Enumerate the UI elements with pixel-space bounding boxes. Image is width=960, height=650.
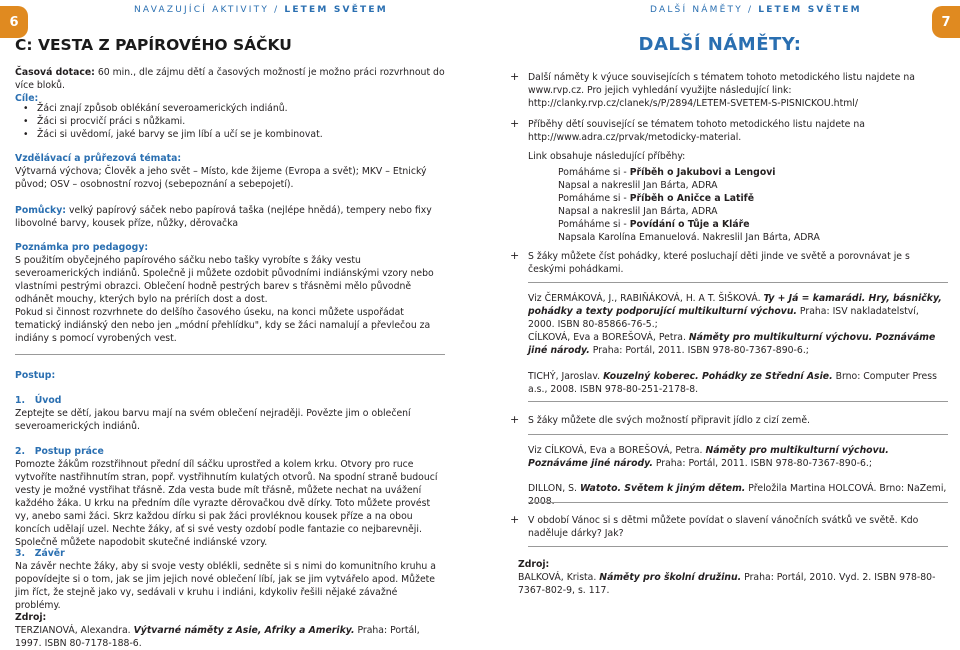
teacher-note-section — [15, 241, 445, 345]
divider — [15, 354, 445, 355]
step-heading — [15, 394, 445, 407]
step-number: 1. — [15, 395, 26, 406]
ref-title: Kouzelný koberec. Pohádky ze Střední Asie. — [603, 371, 833, 382]
goal-item — [23, 102, 447, 115]
procedure-label — [15, 369, 445, 382]
link-intro: Link obsahuje následující příběhy: — [528, 151, 686, 162]
step-title: Postup práce — [34, 446, 104, 457]
step-title: Závěr — [34, 548, 65, 559]
plus-bullet-icon: + — [510, 70, 520, 83]
story-title: Příběh o Aničce a Latifě — [629, 193, 755, 204]
bullet-dot-icon: • — [23, 129, 29, 140]
running-head-b: LETEM SVĚTEM — [284, 5, 388, 15]
teacher-note-label: Poznámka pro pedagogy: — [15, 242, 149, 253]
story-line — [558, 205, 948, 218]
goals-label-text: Cíle: — [15, 93, 39, 104]
source-publisher: Praha: Portál, 1997. ISBN 80-7178-188-6. — [15, 625, 420, 649]
running-head-right — [650, 5, 862, 15]
page-title-right: DALŠÍ NÁMĚTY: — [638, 34, 802, 55]
source-text — [15, 624, 445, 650]
divider — [528, 434, 948, 435]
goal-text: Žáci si procvičí práci s nůžkami. — [37, 116, 186, 127]
ref-title: Watoto. Světem k jiným dětem. — [579, 483, 746, 494]
time-allowance-label: Časová dotace: — [15, 67, 95, 78]
ref-publisher: Přeložila Martina HOLCOVÁ. Brno: NaZemi, 2008. — [528, 483, 947, 507]
story-line — [558, 166, 948, 179]
source-label: Zdroj: — [15, 612, 47, 623]
running-head-a: NAVAZUJÍCÍ AKTIVITY / — [134, 5, 285, 15]
reference — [528, 444, 948, 470]
ref-author: TICHÝ, Jaroslav. — [528, 371, 604, 382]
step-number: 3. — [15, 548, 26, 559]
plus-bullet-icon: + — [510, 117, 520, 130]
ref-title: Ty + Já = kamarádi. Hry, básničky, pohádky a texty podporující multikulturní výchovu. — [528, 293, 942, 317]
curriculum-text: Výtvarná výchova; Člověk a jeho svět – Místo, kde žijeme (Evropa a svět); MKV – Etnický původ; OSV – osobnostní rozvoj (sebepoznání a sebepojetí). — [15, 166, 427, 190]
source-label: Zdroj: — [518, 559, 550, 570]
source-right — [518, 558, 948, 597]
story-text: Pomáháme si - — [558, 193, 630, 204]
materials-section — [15, 204, 445, 230]
source-author: BALKOVÁ, Krista. — [518, 572, 600, 583]
teacher-note-paragraph: Pokud si činnost rozvrhnete do delšího časového úseku, na konci můžete uspořádat tematický indiánský den nebo jen „módní přehlídku", kdy se žáci namalují a převlečou za indiány s pomocí vyrobených vest. — [15, 307, 431, 344]
story-line — [558, 192, 948, 205]
page-number-left: 6 — [0, 6, 28, 38]
teacher-note-paragraph: S použitím obyčejného papírového sáčku nebo tašky vyrobíte s žáky vestu severoamerických indiánů. Společně ji můžete ozdobit původními indiánskými vzory nebo vlastními pestrými obrazci. Oblečení hodně pestrých barev s třásněmi mělo původně odhánět mouchy, kterých bylo na prériích dost a dost. — [15, 255, 434, 305]
plus-bullet-icon: + — [510, 413, 520, 426]
ref-title: Náměty pro multikulturní výchovu. Poznáváme jiné národy. — [528, 445, 889, 469]
idea-item: S žáky můžete číst pohádky, které posluchají děti jinde ve světě a porovnávat je s českými pohádkami. — [528, 251, 910, 275]
materials-text: velký papírový sáček nebo papírová taška (nejlépe hnědá), tempery nebo fixy libovolné barvy, kousek příze, nůžky, děrovačka — [15, 205, 432, 229]
story-line — [558, 179, 948, 192]
reference — [528, 370, 948, 396]
divider — [528, 502, 948, 503]
time-allowance — [15, 66, 445, 92]
step-text: Pomozte žákům rozstřihnout přední díl sáčku uprostřed a kolem krku. Otvory pro ruce vytvoříte nastřihnutím stran, popř. vystřihnutím kulatých otvorů. Na spodní straně budoucí vesty je možné vystřihat třásně. Zda vesta bude mít třásně, můžete nechat na uvážení každého žáka. U krku na předním díle vyrazte děrovačkou dvě dírky. Toto můžete provést vy, anebo sami žáci. Skrz každou dírku si pak žáci provléknou kousek příze a na obou koncích udělají uzel. Nechte žáky, ať si své vesty ozdobí podle fantazie co nejbarevněji. Společně můžete napodobit skutečné indiánské vzory. — [15, 459, 438, 548]
divider — [528, 282, 948, 283]
source-text — [518, 571, 948, 597]
idea-item: Další náměty k výuce souvisejících s tématem tohoto metodického listu najdete na www.rvp.cz. Pro jejich vyhledání využijte následující link: http://clanky.rvp.cz/clanek/s/P/2894/LETEM-SVETEM-S-PISNICKOU.html/ — [528, 72, 915, 109]
story-text: Napsala Karolína Emanuelová. Nakreslil Jan Bárta, ADRA — [558, 232, 820, 243]
bullet-dot-icon: • — [23, 116, 29, 127]
story-title: Povídání o Tůje a Kláře — [629, 219, 750, 230]
materials-label: Pomůcky: — [15, 205, 66, 216]
reference — [528, 292, 948, 331]
idea-item: Příběhy dětí související se tématem tohoto metodického listu najdete na http://www.adra.cz/prvak/metodicky-material. — [528, 119, 865, 143]
ref-publisher: Praha: ISV nakladatelství, 2000. ISBN 80-85866-76-5.; — [528, 306, 919, 330]
ref-publisher: Praha: Portál, 2011. ISBN 978-80-7367-890-6.; — [652, 458, 872, 469]
ref-publisher: Praha: Portál, 2011. ISBN 978-80-7367-890-6.; — [589, 345, 809, 356]
story-line — [558, 231, 948, 244]
ref-author: Viz CÍLKOVÁ, Eva a BOREŠOVÁ, Petra. — [528, 445, 706, 456]
story-text: Pomáháme si - — [558, 219, 630, 230]
time-allowance-text: 60 min., dle zájmu dětí a časových možností je možno práci rozvrhnout do více bloků. — [15, 67, 445, 91]
page-number-right: 7 — [932, 6, 960, 38]
step-3 — [15, 547, 445, 612]
goal-item — [23, 128, 447, 141]
stories-list — [558, 166, 948, 244]
curriculum-section — [15, 152, 445, 191]
step-number: 2. — [15, 446, 26, 457]
source-author: TERZIANOVÁ, Alexandra. — [15, 625, 134, 636]
page-title-left: C: VESTA Z PAPÍROVÉHO SÁČKU — [15, 36, 292, 54]
goals-list — [23, 102, 447, 141]
source-title: Náměty pro školní družinu. — [599, 572, 742, 583]
divider — [528, 546, 948, 547]
reference — [528, 482, 948, 508]
goal-text: Žáci znají způsob oblékání severoamerických indiánů. — [37, 103, 288, 114]
step-2 — [15, 445, 445, 549]
idea-item: V období Vánoc si s dětmi můžete povídat o slavení vánočních svátků ve světě. Kdo naděluje dárky? Jak? — [528, 515, 919, 539]
goal-item — [23, 115, 447, 128]
curriculum-label: Vzdělávací a průřezová témata: — [15, 153, 182, 164]
divider — [528, 401, 948, 402]
running-head-left — [134, 5, 388, 15]
plus-bullet-icon: + — [510, 513, 520, 526]
ref-author: CÍLKOVÁ, Eva a BOREŠOVÁ, Petra. — [528, 332, 689, 343]
ref-author: DILLON, S. — [528, 483, 580, 494]
idea-item: S žáky můžete dle svých možností připravit jídlo z cizí země. — [528, 415, 810, 426]
procedure-label-text: Postup: — [15, 370, 56, 381]
ref-title: Náměty pro multikulturní výchovu. Poznáváme jiné národy. — [528, 332, 936, 356]
ref-author: Viz ČERMÁKOVÁ, J., RABIŇÁKOVÁ, H. A T. ŠIŠKOVÁ. — [528, 293, 764, 304]
bullet-dot-icon: • — [23, 103, 29, 114]
source-left — [15, 611, 445, 650]
source-title: Výtvarné náměty z Asie, Afriky a Ameriky. — [133, 625, 355, 636]
ref-publisher: Brno: Computer Press a.s., 2008. ISBN 978-80-251-2178-8. — [528, 371, 937, 395]
story-text: Pomáháme si - — [558, 167, 630, 178]
running-head-a: DALŠÍ NÁMĚTY / — [650, 5, 759, 15]
step-1 — [15, 394, 445, 433]
goal-text: Žáci si uvědomí, jaké barvy se jim líbí a učí se je kombinovat. — [37, 129, 323, 140]
step-title: Úvod — [34, 395, 62, 406]
source-publisher: Praha: Portál, 2010. Vyd. 2. ISBN 978-80-7367-802-9, s. 117. — [518, 572, 936, 596]
story-title: Příběh o Jakubovi a Lengovi — [629, 167, 776, 178]
story-text: Napsal a nakreslil Jan Bárta, ADRA — [558, 206, 718, 217]
step-text: Na závěr nechte žáky, aby si svoje vesty oblékli, sedněte si s nimi do komunitního kruhu a popovídejte si o tom, jak se jim jejich nové oblečení líbí, jak se jim vytvářelo apod. Můžete jim říct, že stejně jako vy, sedávali v kruhu i indiáni, kdykoliv řešili nějaké závažné problémy. — [15, 561, 436, 611]
running-head-b: LETEM SVĚTEM — [758, 5, 862, 15]
step-heading — [15, 445, 445, 458]
story-line — [558, 218, 948, 231]
step-text: Zeptejte se dětí, jakou barvu mají na svém oblečení nejraději. Povězte jim o oblečení severoamerických indiánů. — [15, 408, 411, 432]
story-text: Napsal a nakreslil Jan Bárta, ADRA — [558, 180, 718, 191]
plus-bullet-icon: + — [510, 249, 520, 262]
reference — [528, 331, 948, 357]
step-heading — [15, 547, 445, 560]
